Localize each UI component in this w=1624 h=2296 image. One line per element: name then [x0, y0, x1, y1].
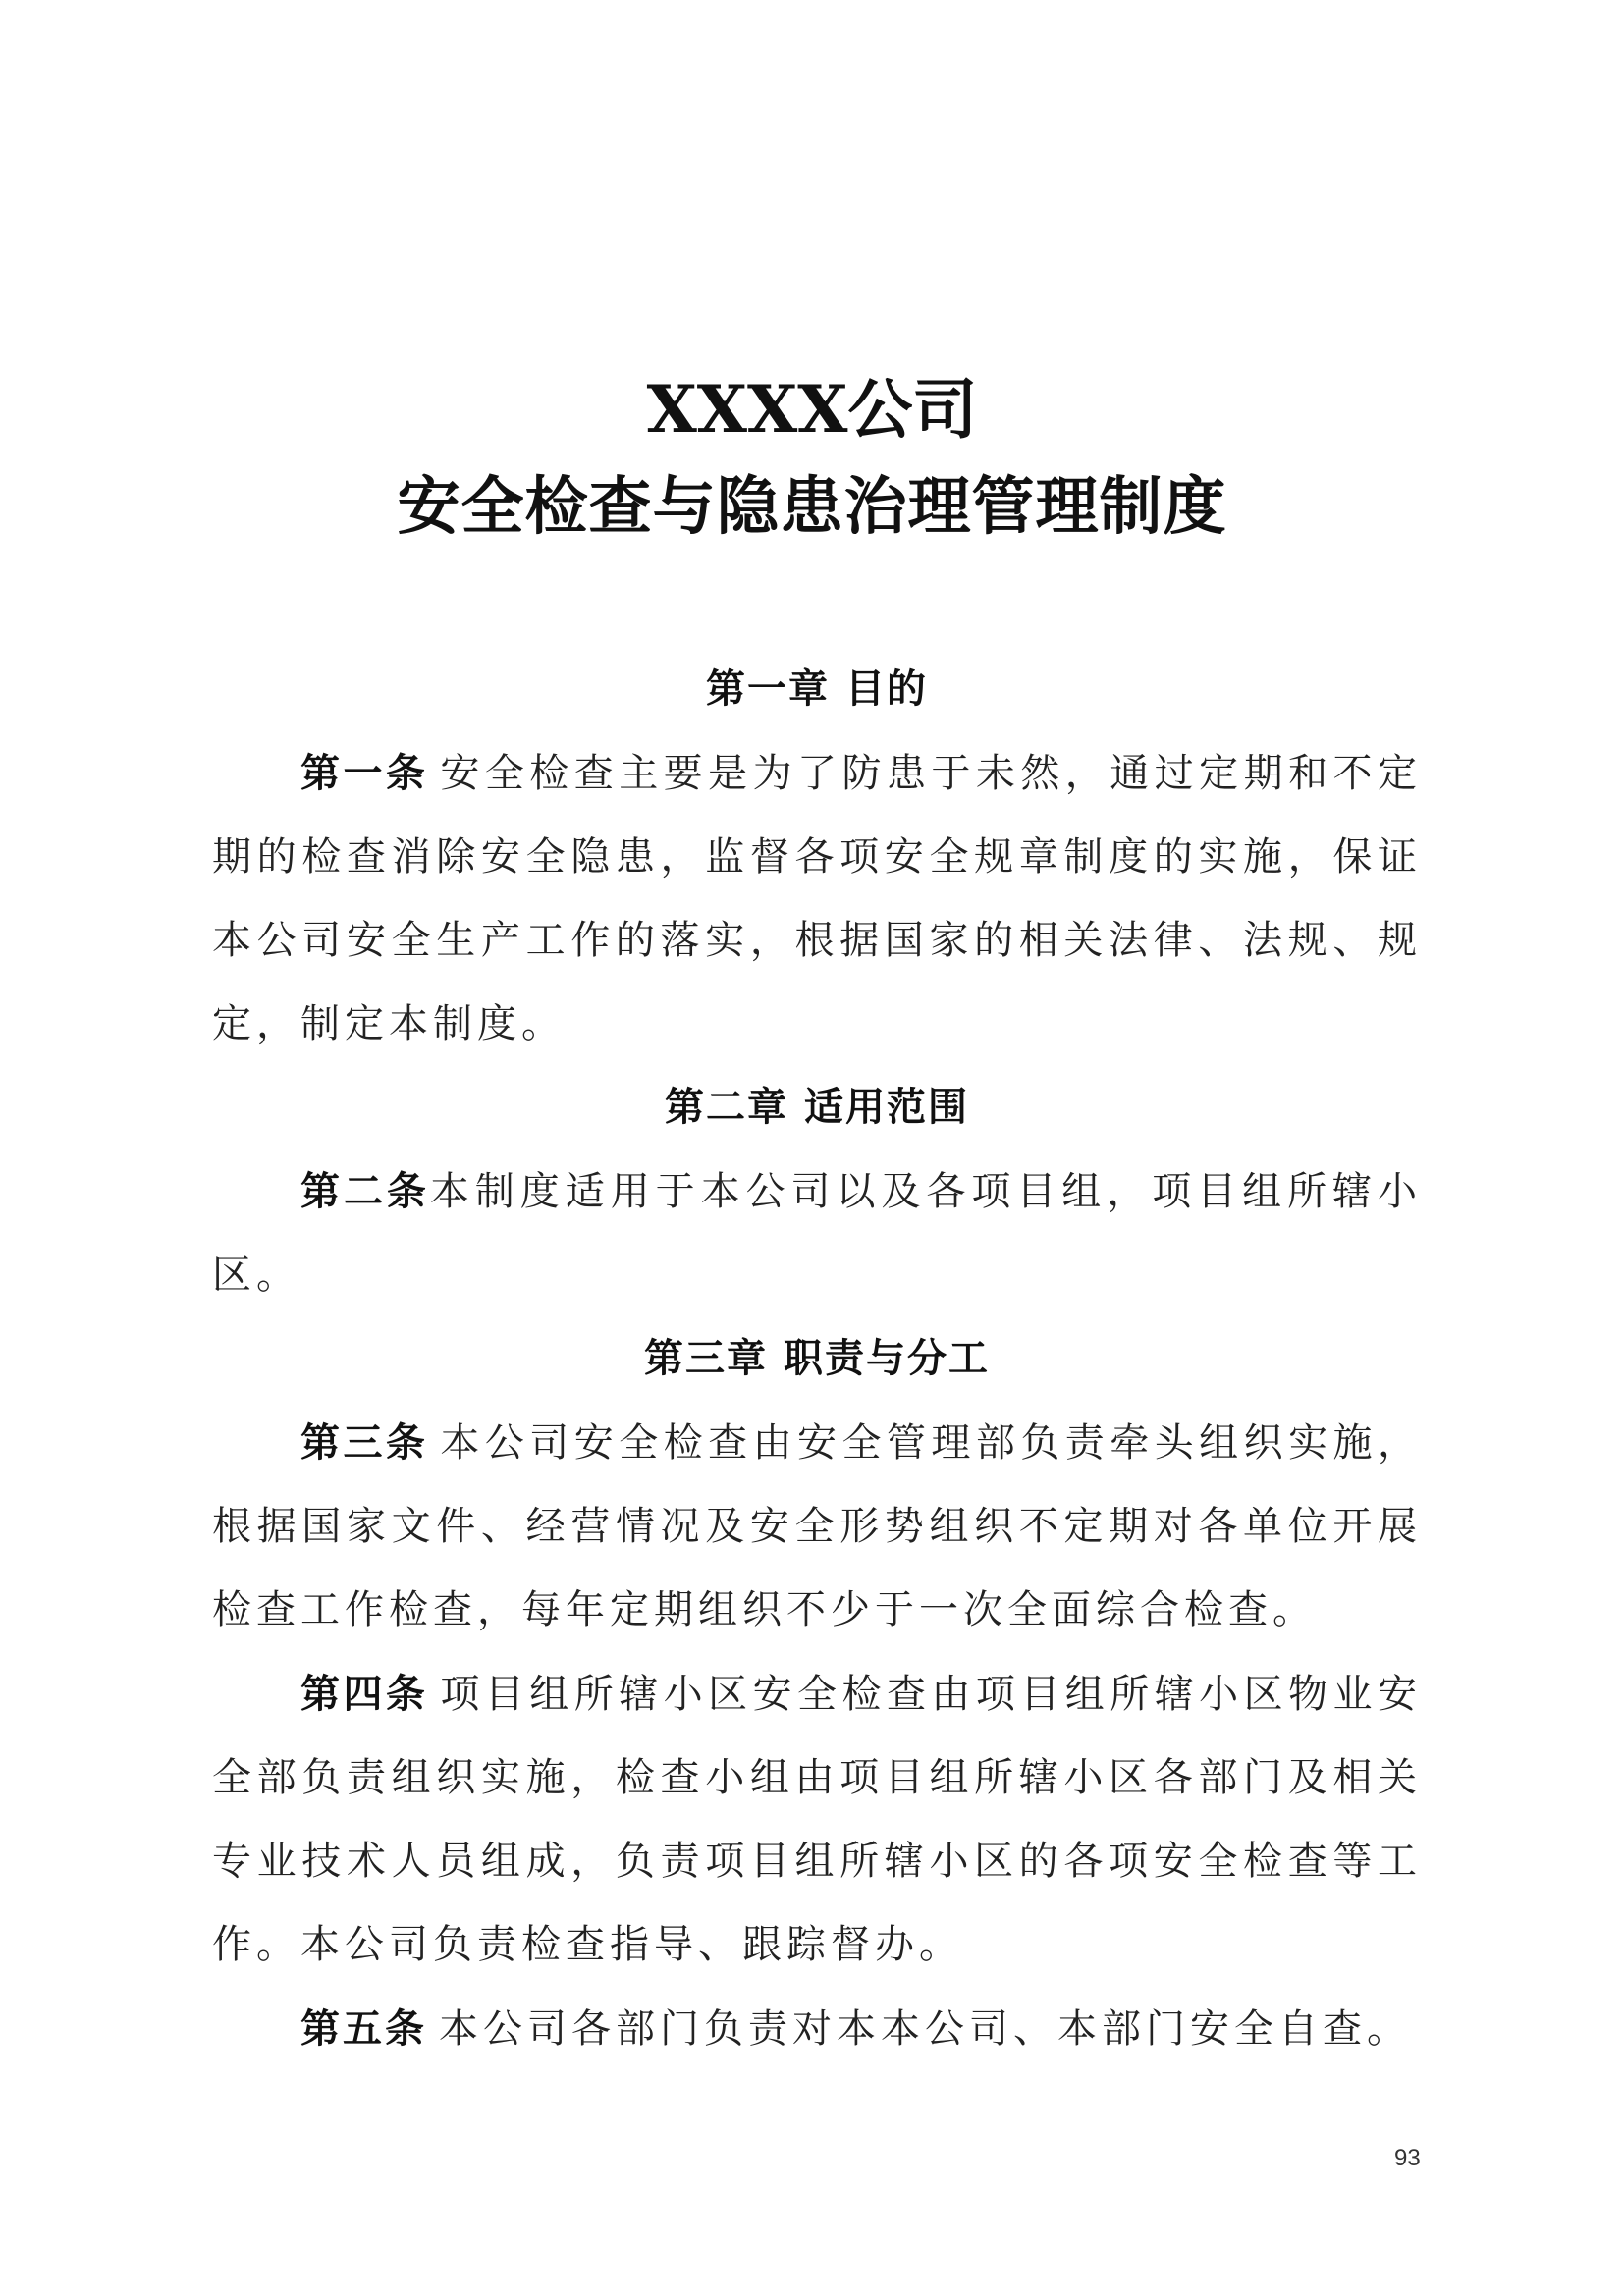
article-text-2: 本制度适用于本公司以及各项目组，项目组所辖小区。 — [212, 1169, 1422, 1298]
chapter-heading-1: 第一章 目的 — [706, 667, 928, 712]
article-text-3: 本公司安全检查由安全管理部负责牵头组织实施，根据国家文件、经营情况及安全形势组织不定期对各单位开展检查工作检查，每年定期组织不少于一次全面综合检查。 — [212, 1420, 1422, 1632]
article-1 — [212, 731, 1422, 1066]
article-label-2: 第二条 — [300, 1168, 430, 1214]
article-text-5: 本公司各部门负责对本本公司、本部门安全自查。 — [439, 2006, 1411, 2052]
chapter-heading-3: 第三章 职责与分工 — [644, 1336, 990, 1381]
article-5 — [212, 1987, 1422, 2071]
article-label-4: 第四条 — [300, 1671, 429, 1717]
article-2 — [212, 1149, 1422, 1317]
article-3 — [212, 1401, 1422, 1652]
chapter-heading-2: 第二章 适用范围 — [665, 1085, 969, 1130]
article-text-1: 安全检查主要是为了防患于未然，通过定期和不定期的检查消除安全隐患，监督各项安全规章制度的实施，保证本公司安全生产工作的落实，根据国家的相关法律、法规、规定，制定本制度。 — [212, 751, 1422, 1046]
article-label-5: 第五条 — [300, 2005, 427, 2052]
article-4 — [212, 1652, 1422, 1987]
article-text-4: 项目组所辖小区安全检查由项目组所辖小区物业安全部负责组织实施，检查小组由项目组所辖小区各部门及相关专业技术人员组成，负责项目组所辖小区的各项安全检查等工作。本公司负责检查指导、跟踪督办。 — [212, 1672, 1422, 1967]
page-number: 93 — [1394, 2145, 1421, 2171]
article-label-3: 第三条 — [300, 1419, 429, 1466]
article-label-1: 第一条 — [300, 750, 429, 796]
document-title-main: 安全检查与隐患治理管理制度 — [397, 470, 1227, 544]
document-title-company: XXXX公司 — [646, 371, 978, 448]
document-body — [212, 648, 1422, 2071]
